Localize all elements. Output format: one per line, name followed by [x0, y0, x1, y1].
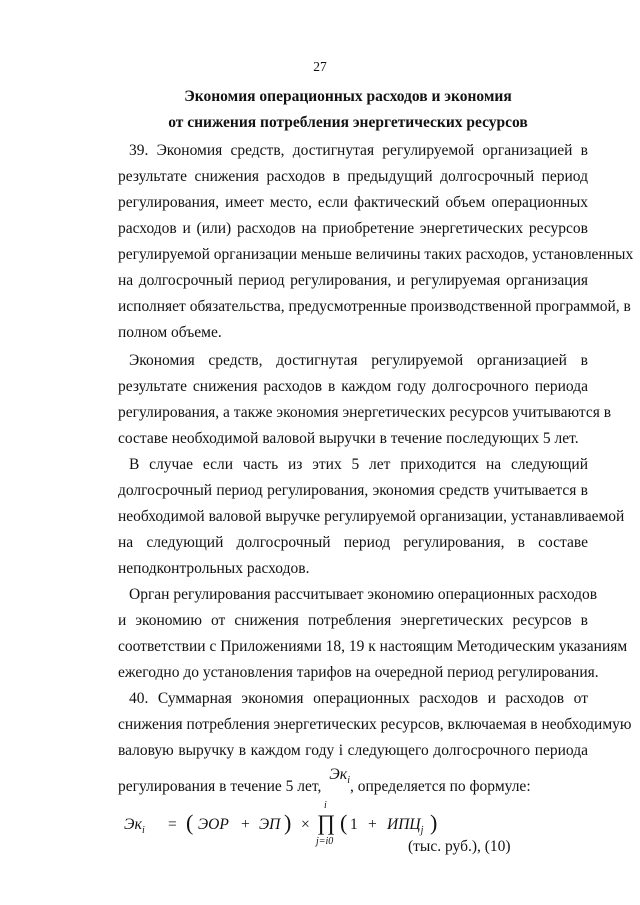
text-fragment: регулирования в течение 5 лет,: [118, 778, 322, 795]
text-line: регулирования, имеет место, если фактический объем операционных: [118, 194, 588, 211]
formula-one: 1: [350, 816, 358, 833]
formula-close-paren-2: ): [430, 810, 438, 835]
text-line: соответствии с Приложениями 18, 19 к настоящим Методическим указаниям: [118, 638, 628, 655]
formula-ipc-text: ИПЦ: [387, 816, 421, 833]
section-heading-line-1: Экономия операционных расходов и экономия: [184, 88, 512, 105]
text-line: полном объеме.: [118, 324, 222, 341]
text-line: ежегодно до установления тарифов на очередной период регулирования.: [118, 664, 599, 681]
text-line: регулирования, а также экономия энергетических ресурсов учитываются в: [118, 404, 612, 421]
page-number: 27: [313, 59, 327, 74]
text-line: результате снижения расходов в каждом году долгосрочного периода: [118, 378, 588, 395]
text-line: и экономию от снижения потребления энергетических ресурсов в: [118, 612, 588, 629]
inline-symbol: [329, 766, 351, 787]
text-line: неподконтрольных расходов.: [118, 560, 310, 577]
product-upper-limit: i: [324, 800, 327, 811]
symbol-text: Эк: [329, 766, 348, 783]
formula-lhs: [124, 816, 145, 836]
formula-ipc: [387, 816, 423, 836]
text-line: расходов и (или) расходов на приобретение энергетических ресурсов: [118, 220, 588, 237]
text-line-with-symbol: [118, 766, 588, 797]
formula-plus-2: +: [368, 816, 377, 833]
text-line: В случае если часть из этих 5 лет приходится на следующий: [129, 456, 588, 473]
text-line: Орган регулирования рассчитывает экономию операционных расходов: [129, 586, 598, 603]
text-line: Экономия средств, достигнутая регулируемой организацией в: [129, 352, 588, 369]
text-line: снижения потребления энергетических ресурсов, включаемая в необходимую: [118, 716, 632, 733]
text-line: 39. Экономия средств, достигнутая регулируемой организацией в: [129, 142, 588, 159]
formula-units: (тыс. руб.), (10): [408, 838, 511, 855]
product-symbol: ∏: [317, 810, 336, 835]
text-line: на долгосрочный период регулирования, и регулируемая организация: [118, 272, 588, 289]
text-line: составе необходимой валовой выручки в течение последующих 5 лет.: [118, 430, 579, 447]
text-line: регулируемой организации меньше величины таких расходов, установленных: [118, 246, 634, 263]
formula-lhs-text: Эк: [124, 816, 142, 833]
section-heading-line-2: от снижения потребления энергетических ресурсов: [168, 114, 528, 131]
formula-ipc-subscript: j: [420, 825, 424, 837]
text-line: 40. Суммарная экономия операционных расходов и расходов от: [129, 690, 588, 707]
formula-lhs-subscript: i: [141, 825, 145, 837]
text-line: необходимой валовой выручке регулируемой организации, устанавливаемой: [118, 508, 625, 525]
text-line: валовую выручку в каждом году i следующего долгосрочного периода: [118, 742, 588, 759]
formula-plus: +: [241, 816, 250, 833]
text-line: на следующий долгосрочный период регулирования, в составе: [118, 534, 588, 551]
formula-open-paren: (: [186, 810, 194, 835]
formula-term-eor: ЭОР: [198, 816, 229, 833]
text-line: результате снижения расходов в предыдущий долгосрочный период: [118, 168, 588, 185]
formula-equals: =: [168, 816, 177, 833]
symbol-subscript: i: [347, 775, 351, 787]
text-line: долгосрочный период регулирования, экономия средств учитывается в: [118, 482, 588, 499]
product-lower-limit: j=i0: [316, 836, 334, 847]
formula-term-ep: ЭП: [259, 816, 281, 833]
formula-times: ×: [301, 816, 310, 833]
text-line: исполняет обязательства, предусмотренные производственной программой, в: [118, 298, 631, 315]
formula-open-paren-2: (: [340, 810, 348, 835]
formula-close-paren: ): [284, 810, 292, 835]
text-fragment: , определяется по формуле:: [350, 778, 531, 795]
formula-10: [118, 800, 588, 866]
